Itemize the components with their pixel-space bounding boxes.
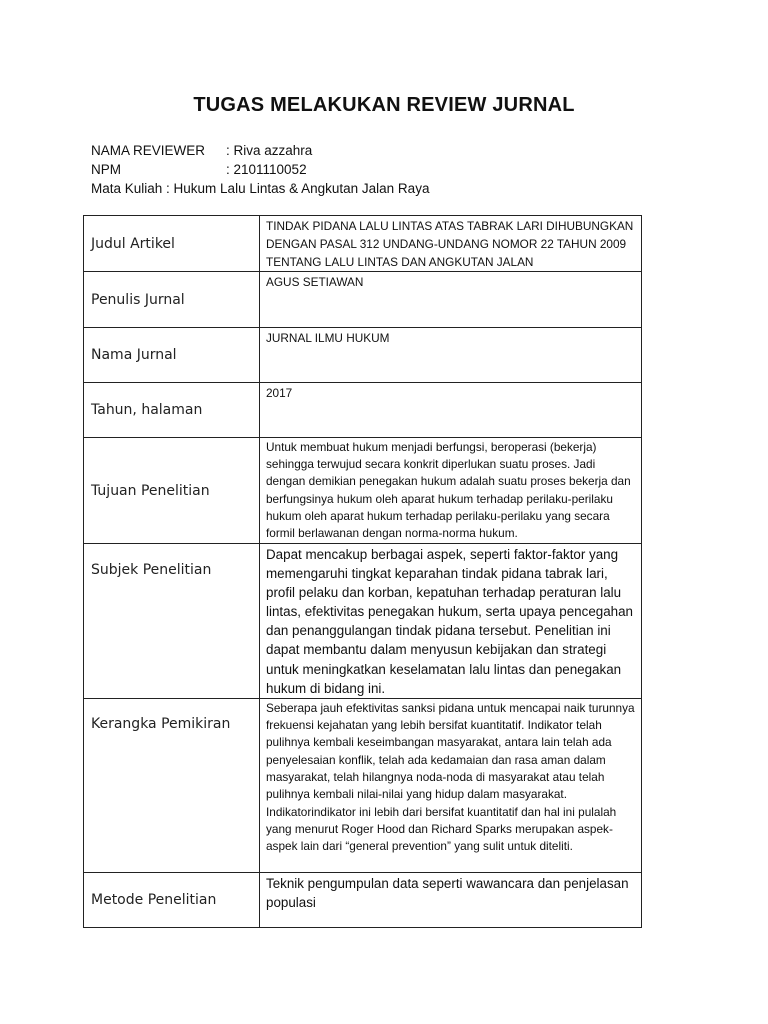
table-row — [84, 383, 642, 438]
table-row — [84, 328, 642, 383]
row-label-judul-artikel: Judul Artikel — [84, 216, 260, 272]
course-line: Mata Kuliah : Hukum Lalu Lintas & Angkutan Jalan Raya — [91, 181, 430, 196]
table-row — [84, 544, 642, 699]
row-label-tahun-halaman: Tahun, halaman — [84, 383, 260, 438]
reviewer-info — [91, 141, 429, 198]
table-row — [84, 698, 642, 872]
row-label-kerangka-pemikiran: Kerangka Pemikiran — [84, 698, 260, 872]
npm-value: : 2101110052 — [226, 162, 307, 177]
page-title: TUGAS MELAKUKAN REVIEW JURNAL — [193, 94, 575, 116]
row-value-nama-jurnal: JURNAL ILMU HUKUM — [260, 328, 642, 383]
table-row — [84, 438, 642, 544]
row-label-metode-penelitian: Metode Penelitian — [84, 872, 260, 927]
row-value-penulis-jurnal: AGUS SETIAWAN — [260, 272, 642, 328]
npm-row — [91, 160, 429, 179]
row-label-penulis-jurnal: Penulis Jurnal — [84, 272, 260, 328]
review-table — [83, 215, 642, 928]
table-row — [84, 216, 642, 272]
row-label-nama-jurnal: Nama Jurnal — [84, 328, 260, 383]
row-value-subjek-penelitian: Dapat mencakup berbagai aspek, seperti faktor-faktor yang memengaruhi tingkat keparahan tindak pidana tabrak lari, profil pelaku dan korban, kepatuhan terhadap peraturan lalu lintas, efektivitas penegakan hukum, serta upaya pencegahan dan penanggulangan tindak pidana tersebut. Penelitian ini dapat membantu dalam menyusun kebijakan dan strategi untuk meningkatkan keselamatan lalu lintas dan penegakan hukum di bidang ini. — [260, 544, 642, 699]
table-row — [84, 272, 642, 328]
row-value-kerangka-pemikiran: Seberapa jauh efektivitas sanksi pidana untuk mencapai naik turunnya frekuensi kejahatan yang lebih bersifat kuantitatif. Indikator telah pulihnya kembali keseimbangan masyarakat, antara lain telah ada penyelesaian konflik, telah ada kedamaian dan rasa aman dalam masyarakat, telah hilangnya noda-noda di masyarakat atau telah pulihnya kembali nilai-nilai yang hidup dalam masyarakat. Indikatorindikator ini lebih dari bersifat kuantitatif dan hal ini pulalah yang menurut Roger Hood dan Richard Sparks merupakan aspek-aspek lain dari “general prevention” yang sulit untuk diteliti. — [260, 698, 642, 872]
reviewer-row — [91, 141, 429, 160]
table-row — [84, 872, 642, 927]
row-label-subjek-penelitian: Subjek Penelitian — [84, 544, 260, 699]
row-value-tahun-halaman: 2017 — [260, 383, 642, 438]
reviewer-value: : Riva azzahra — [226, 143, 313, 158]
row-label-tujuan-penelitian: Tujuan Penelitian — [84, 438, 260, 544]
course-row — [91, 179, 429, 198]
row-value-tujuan-penelitian: Untuk membuat hukum menjadi berfungsi, beroperasi (bekerja) sehingga terwujud secara konkrit diperlukan suatu proses. Jadi dengan demikian penegakan hukum adalah suatu proses bekerja dan berfungsinya hukum oleh aparat hukum terhadap perilaku-perilaku hukum oleh aparat hukum terhadap perilaku-perilaku yang secara formil berlawanan dengan norma-norma hukum. — [260, 438, 642, 544]
reviewer-label: NAMA REVIEWER — [91, 143, 206, 158]
row-value-judul-artikel: TINDAK PIDANA LALU LINTAS ATAS TABRAK LARI DIHUBUNGKAN DENGAN PASAL 312 UNDANG-UNDANG NOMOR 22 TAHUN 2009 TENTANG LALU LINTAS DAN ANGKUTAN JALAN — [260, 216, 642, 272]
npm-label: NPM — [91, 162, 121, 177]
row-value-metode-penelitian: Teknik pengumpulan data seperti wawancara dan penjelasan populasi — [260, 872, 642, 927]
